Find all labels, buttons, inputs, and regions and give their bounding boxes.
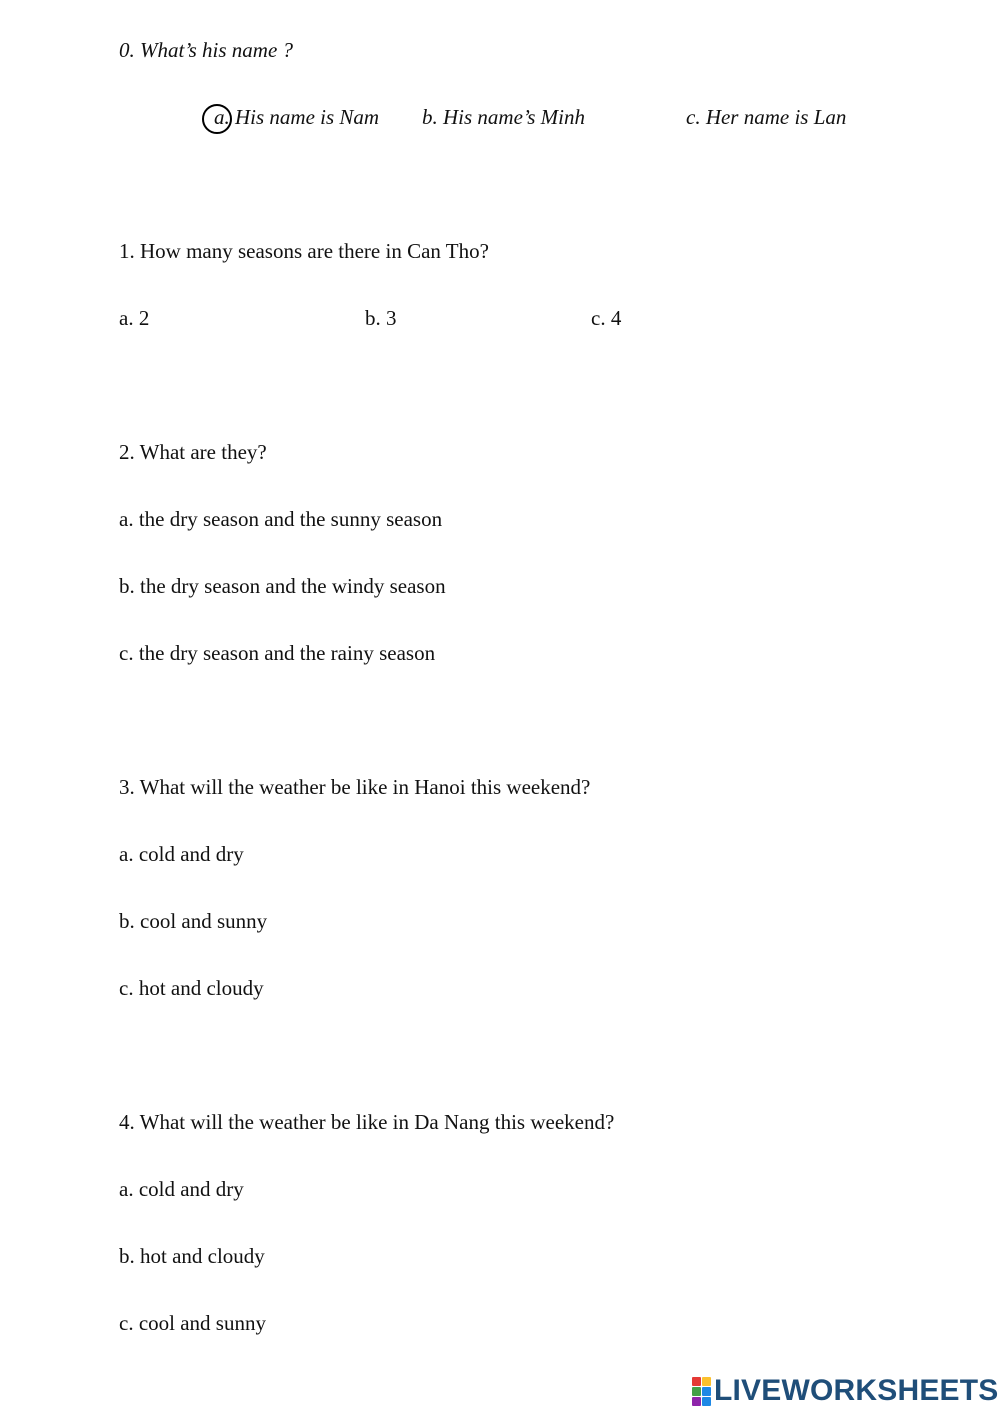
question-2: 2. What are they?	[119, 440, 267, 464]
question-2-option-b[interactable]: b. the dry season and the windy season	[119, 574, 446, 598]
question-4: 4. What will the weather be like in Da Nang this weekend?	[119, 1110, 615, 1134]
logo-mark-block	[692, 1377, 701, 1386]
question-3-option-c[interactable]: c. hot and cloudy	[119, 976, 264, 1000]
question-4-option-c[interactable]: c. cool and sunny	[119, 1311, 266, 1335]
question-4-option-b[interactable]: b. hot and cloudy	[119, 1244, 265, 1268]
logo-text: LIVEWORKSHEETS	[714, 1374, 999, 1407]
question-1: 1. How many seasons are there in Can Tho?	[119, 239, 489, 263]
example-option-b[interactable]: b. His name’s Minh	[422, 105, 585, 129]
liveworksheets-logo	[692, 1374, 999, 1408]
question-1-option-b[interactable]: b. 3	[365, 306, 397, 330]
logo-mark-block	[692, 1397, 701, 1406]
question-4-option-a[interactable]: a. cold and dry	[119, 1177, 244, 1201]
question-1-option-c[interactable]: c. 4	[591, 306, 622, 330]
logo-mark-icon	[692, 1377, 711, 1406]
question-2-option-a[interactable]: a. the dry season and the sunny season	[119, 507, 443, 531]
question-3-option-a[interactable]: a. cold and dry	[119, 842, 244, 866]
logo-mark-block	[692, 1387, 701, 1396]
example-option-a[interactable]: a. His name is Nam	[214, 105, 380, 129]
example-option-c[interactable]: c. Her name is Lan	[686, 105, 847, 129]
logo-mark-block	[702, 1397, 711, 1406]
example-question: 0. What’s his name ?	[119, 38, 294, 62]
question-3: 3. What will the weather be like in Hanoi this weekend?	[119, 775, 591, 799]
logo-mark-block	[702, 1387, 711, 1396]
question-3-option-b[interactable]: b. cool and sunny	[119, 909, 268, 933]
question-2-option-c[interactable]: c. the dry season and the rainy season	[119, 641, 436, 665]
logo-mark-block	[702, 1377, 711, 1386]
question-1-option-a[interactable]: a. 2	[119, 306, 150, 330]
